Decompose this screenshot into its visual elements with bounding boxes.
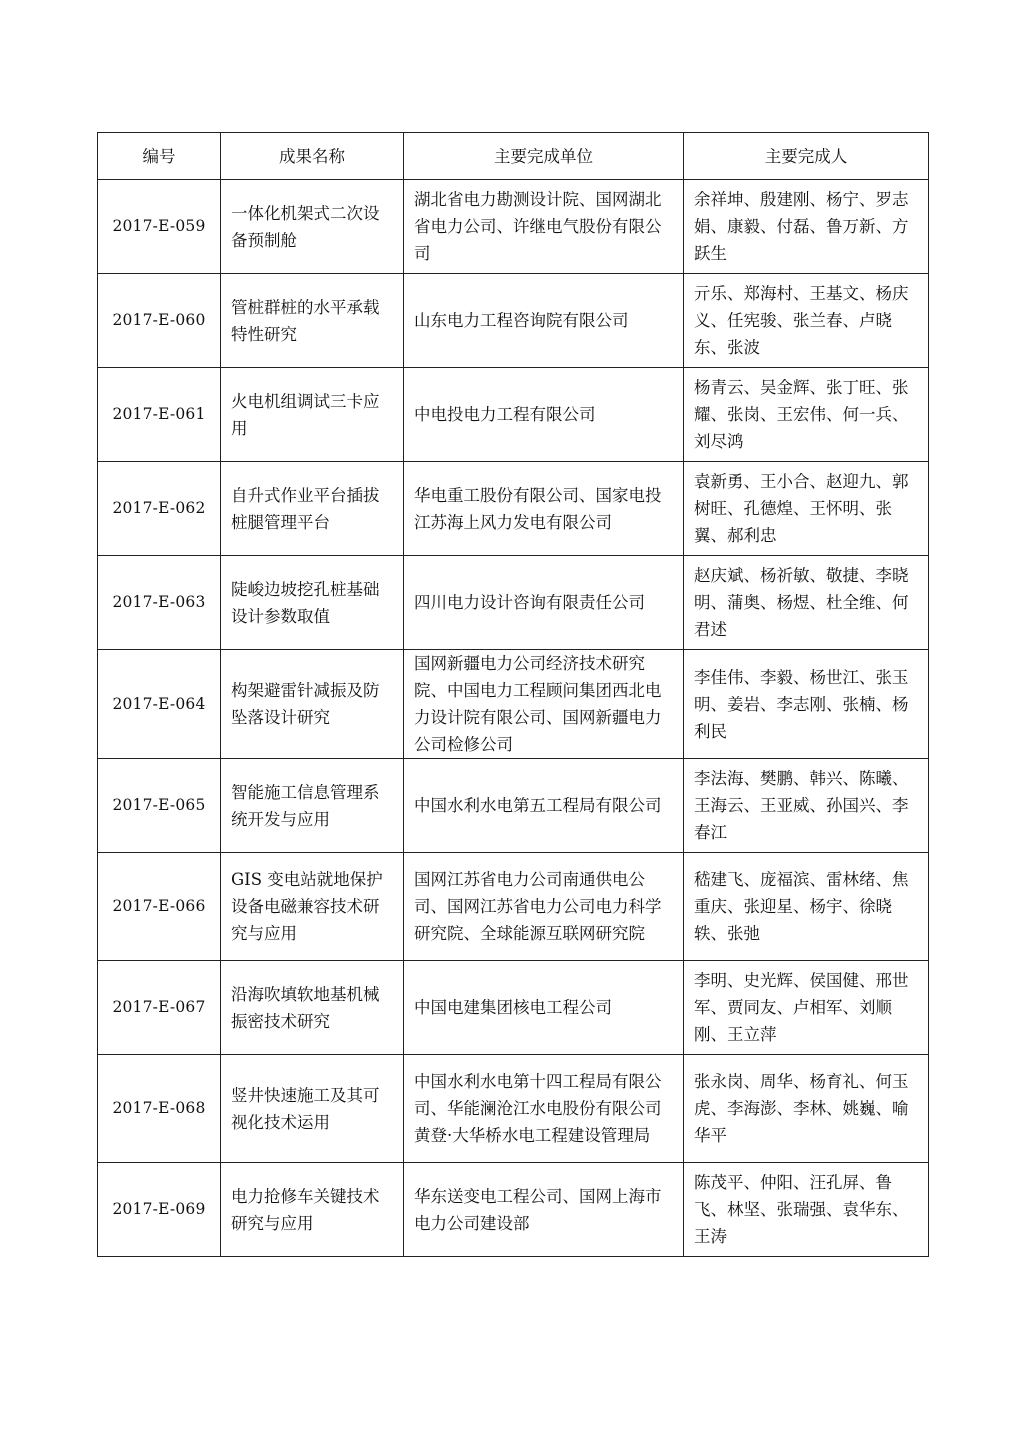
cell-people: 袁新勇、王小合、赵迎九、郭树旺、孔德煌、王怀明、张翼、郝利忠	[684, 462, 929, 556]
cell-people: 李法海、樊鹏、韩兴、陈曦、王海云、王亚威、孙国兴、李春江	[684, 759, 929, 853]
cell-people: 陈茂平、仲阳、汪孔屏、鲁飞、林坚、张瑞强、袁华东、王涛	[684, 1163, 929, 1257]
cell-name: 智能施工信息管理系统开发与应用	[221, 759, 404, 853]
table-row	[98, 462, 929, 556]
cell-unit: 中国水利水电第五工程局有限公司	[404, 759, 684, 853]
cell-unit: 四川电力设计咨询有限责任公司	[404, 556, 684, 650]
table-row	[98, 1163, 929, 1257]
cell-name: 沿海吹填软地基机械振密技术研究	[221, 961, 404, 1055]
cell-name: 构架避雷针减振及防坠落设计研究	[221, 650, 404, 759]
cell-id: 2017-E-062	[98, 462, 221, 556]
cell-people: 亓乐、郑海村、王基文、杨庆义、任宪骏、张兰春、卢晓东、张波	[684, 274, 929, 368]
table-row	[98, 274, 929, 368]
cell-unit: 华东送变电工程公司、国网上海市电力公司建设部	[404, 1163, 684, 1257]
cell-id: 2017-E-064	[98, 650, 221, 759]
cell-id: 2017-E-065	[98, 759, 221, 853]
header-id: 编号	[98, 133, 221, 180]
cell-unit: 中国电建集团核电工程公司	[404, 961, 684, 1055]
table-row	[98, 368, 929, 462]
cell-people: 余祥坤、殷建刚、杨宁、罗志娟、康毅、付磊、鲁万新、方跃生	[684, 180, 929, 274]
cell-unit: 华电重工股份有限公司、国家电投江苏海上风力发电有限公司	[404, 462, 684, 556]
header-people: 主要完成人	[684, 133, 929, 180]
cell-id: 2017-E-066	[98, 853, 221, 961]
cell-id: 2017-E-067	[98, 961, 221, 1055]
table-row	[98, 853, 929, 961]
cell-unit: 中国水利水电第十四工程局有限公司、华能澜沧江水电股份有限公司黄登·大华桥水电工程建设管理局	[404, 1055, 684, 1163]
table-row	[98, 650, 929, 759]
cell-name: 电力抢修车关键技术研究与应用	[221, 1163, 404, 1257]
awards-table	[97, 132, 929, 1257]
cell-id: 2017-E-059	[98, 180, 221, 274]
cell-id: 2017-E-069	[98, 1163, 221, 1257]
cell-name: 自升式作业平台插拔桩腿管理平台	[221, 462, 404, 556]
cell-name: 火电机组调试三卡应用	[221, 368, 404, 462]
table-row	[98, 556, 929, 650]
table-header-row	[98, 133, 929, 180]
header-name: 成果名称	[221, 133, 404, 180]
cell-name: 一体化机架式二次设备预制舱	[221, 180, 404, 274]
cell-unit: 国网江苏省电力公司南通供电公司、国网江苏省电力公司电力科学研究院、全球能源互联网研究院	[404, 853, 684, 961]
cell-people: 李明、史光辉、侯国健、邢世军、贾同友、卢相军、刘顺刚、王立萍	[684, 961, 929, 1055]
cell-name: GIS 变电站就地保护设备电磁兼容技术研究与应用	[221, 853, 404, 961]
table-row	[98, 1055, 929, 1163]
cell-people: 张永岗、周华、杨育礼、何玉虎、李海澎、李林、姚巍、喻华平	[684, 1055, 929, 1163]
table-row	[98, 180, 929, 274]
cell-people: 杨青云、吴金辉、张丁旺、张耀、张岗、王宏伟、何一兵、刘尽鸿	[684, 368, 929, 462]
cell-name: 竖井快速施工及其可视化技术运用	[221, 1055, 404, 1163]
cell-id: 2017-E-061	[98, 368, 221, 462]
cell-id: 2017-E-068	[98, 1055, 221, 1163]
cell-people: 嵇建飞、庞福滨、雷林绪、焦重庆、张迎星、杨宇、徐晓轶、张弛	[684, 853, 929, 961]
cell-id: 2017-E-060	[98, 274, 221, 368]
cell-unit: 湖北省电力勘测设计院、国网湖北省电力公司、许继电气股份有限公司	[404, 180, 684, 274]
table-row	[98, 759, 929, 853]
cell-unit: 中电投电力工程有限公司	[404, 368, 684, 462]
cell-people: 李佳伟、李毅、杨世江、张玉明、姜岩、李志刚、张楠、杨利民	[684, 650, 929, 759]
cell-name: 陡峻边坡挖孔桩基础设计参数取值	[221, 556, 404, 650]
cell-unit: 山东电力工程咨询院有限公司	[404, 274, 684, 368]
cell-id: 2017-E-063	[98, 556, 221, 650]
table-row	[98, 961, 929, 1055]
cell-people: 赵庆斌、杨祈敏、敬捷、李晓明、蒲奥、杨煜、杜全维、何君述	[684, 556, 929, 650]
cell-unit: 国网新疆电力公司经济技术研究院、中国电力工程顾问集团西北电力设计院有限公司、国网新疆电力公司检修公司	[404, 650, 684, 759]
header-unit: 主要完成单位	[404, 133, 684, 180]
cell-name: 管桩群桩的水平承载特性研究	[221, 274, 404, 368]
